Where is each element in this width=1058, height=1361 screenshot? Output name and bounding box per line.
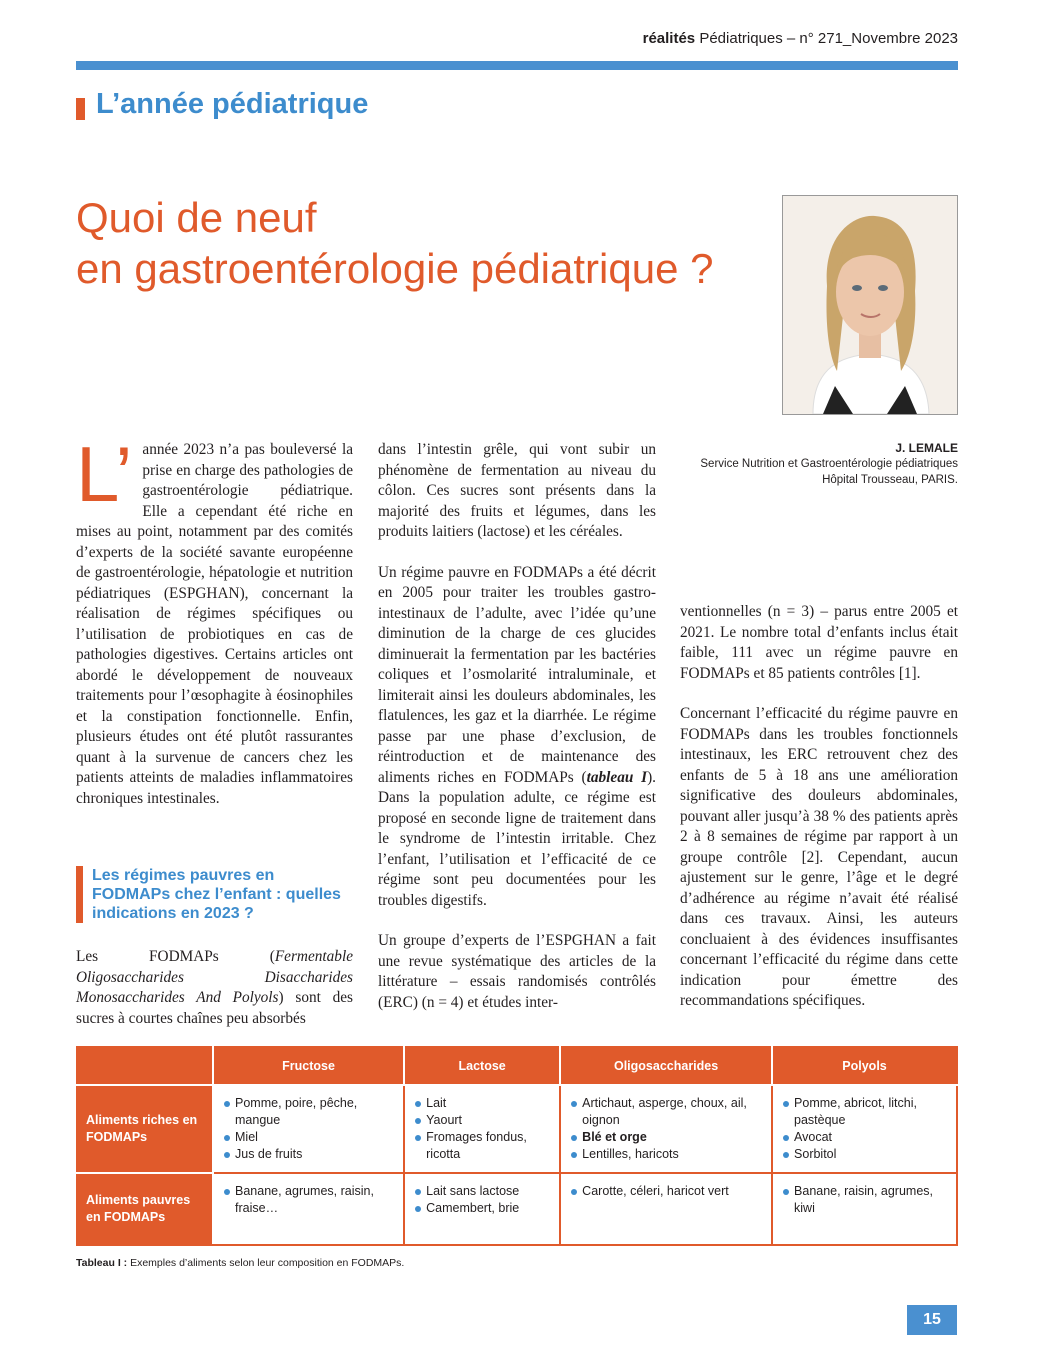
list-item: Artichaut, asperge, choux, ail, oignon bbox=[571, 1095, 763, 1129]
drop-cap: L’ bbox=[76, 430, 133, 518]
article-column-3 bbox=[680, 602, 958, 1012]
table-cell bbox=[772, 1085, 957, 1173]
list-item: Lentilles, haricots bbox=[571, 1146, 763, 1163]
fodmap-definition-start bbox=[76, 947, 353, 1029]
subheading-marker bbox=[76, 866, 83, 923]
table-cell bbox=[404, 1085, 560, 1173]
table-cell bbox=[772, 1173, 957, 1245]
article-title bbox=[76, 192, 776, 294]
table-header-polyols: Polyols bbox=[772, 1047, 957, 1085]
table-header-fructose: Fructose bbox=[213, 1047, 404, 1085]
fodmap-acronym-expansion: Fermentable Oligosaccharides Disaccharides Monosaccharides And Polyols bbox=[76, 948, 353, 1006]
journal-issue: Pédiatriques – n° 271_Novembre 2023 bbox=[699, 30, 958, 47]
list-item: Pomme, poire, pêche, mangue bbox=[224, 1095, 395, 1129]
section-marker bbox=[76, 98, 85, 120]
page-number: 15 bbox=[907, 1305, 957, 1335]
author-block bbox=[660, 440, 958, 488]
author-affiliation-service: Service Nutrition et Gastroentérologie pédiatriques bbox=[700, 458, 958, 470]
table-row bbox=[77, 1085, 957, 1173]
table-row bbox=[77, 1173, 957, 1245]
list-item: Banane, agrumes, raisin, fraise… bbox=[224, 1183, 395, 1217]
author-name: J. LEMALE bbox=[895, 441, 958, 455]
article-title-line-1: Quoi de neuf bbox=[76, 194, 317, 241]
author-portrait-image bbox=[783, 196, 957, 414]
paragraph-efficacy: Concernant l’efficacité du régime pauvre en FODMAPs dans les troubles fonctionnels intestinaux, les ERC retrouvent chez des enfants de 5 à 18 ans une amélioration significative des douleurs abdominales, pouvant aller jusqu’à 38 % des patients après 2 à 8 semaines de régime par rapport à un groupe contrôle [2]. Cependant, aucun ajustement sur le genre, l’âge et le degré d’adhérence au régime n’avait été réalisé dans ces travaux. Ainsi, les auteurs concluaient à des évidences insuffisantes concernant l’efficacité du régime dans cette indication pour émettre des recommandations spécifiques. bbox=[680, 705, 958, 1009]
table-cell bbox=[213, 1173, 404, 1245]
list-item: Yaourt bbox=[415, 1112, 551, 1129]
table-header-oligosaccharides: Oligosaccharides bbox=[560, 1047, 772, 1085]
list-item: Miel bbox=[224, 1129, 395, 1146]
author-affiliation-hospital: Hôpital Trousseau, PARIS. bbox=[822, 474, 958, 486]
article-column-1 bbox=[76, 430, 353, 809]
intro-text: année 2023 n’a pas bouleversé la prise en charge des pathologies de gastroentérologie pédiatrique. Elle a cependant été riche en mises au point, notamment par des comités d’experts de la société savante européenne de gastroentérologie, hépatologie et nutrition pédiatriques (ESPGHAN), concernant la réalisation de régimes spécifiques ou l’utilisation de probiotiques en cas de pathologies digestives. Certains articles ont abordé le développement de nouveaux traitements pour l’œsophagite à éosinophiles et la constipation fonctionnelle. Enfin, plusieurs études ont été plutôt rassurantes quant à la survenue de cancers chez les patients atteints de maladies inflammatoires chroniques intestinales. bbox=[76, 441, 353, 807]
row-label-rich: Aliments riches en FODMAPs bbox=[77, 1085, 213, 1173]
fodmap-intro-b-part1: ) sont des sucres à courtes chaînes peu absorbés bbox=[76, 989, 354, 1027]
list-item: Camembert, brie bbox=[415, 1200, 551, 1217]
paragraph-espghan-start: Un groupe d’experts de l’ESPGHAN a fait une revue systématique des articles de la littérature – essais randomisés contrôlés (ERC) (n = 4) et études inter- bbox=[378, 932, 656, 1011]
table-caption-text: Exemples d’aliments selon leur composition en FODMAPs. bbox=[127, 1257, 405, 1269]
intro-paragraph bbox=[76, 430, 353, 809]
article-title-line-2: en gastroentérologie pédiatrique ? bbox=[76, 245, 714, 292]
section-title: L’année pédiatrique bbox=[96, 88, 369, 120]
list-item: Pomme, abricot, litchi, pastèque bbox=[783, 1095, 948, 1129]
list-item: Blé et orge bbox=[571, 1129, 763, 1146]
table-caption bbox=[76, 1257, 776, 1269]
paragraph-espghan-end: ventionnelles (n = 3) – parus entre 2005 et 2021. Le nombre total d’enfants inclus était faible, 111 avec un régime pauvre en FODMAPs et 85 patients contrôles [1]. bbox=[680, 603, 958, 682]
subheading-text: Les régimes pauvres en FODMAPs chez l’enfant : quelles indications en 2023 ? bbox=[92, 867, 341, 922]
article-column-2 bbox=[378, 440, 656, 1013]
table-cell bbox=[404, 1173, 560, 1245]
header-rule bbox=[76, 61, 958, 70]
list-item: Jus de fruits bbox=[224, 1146, 395, 1163]
journal-brand: réalités bbox=[642, 30, 696, 47]
list-item: Lait bbox=[415, 1095, 551, 1112]
list-item: Fromages fondus, ricotta bbox=[415, 1129, 551, 1163]
table-reference[interactable]: tableau I bbox=[586, 768, 648, 786]
row-label-poor: Aliments pauvres en FODMAPs bbox=[77, 1173, 213, 1245]
table-cell bbox=[560, 1085, 772, 1173]
fodmap-intro-continued: dans l’intestin grêle, qui vont subir un phénomène de fermentation au niveau du côlon. Ces sucres sont présents dans la majorité des fruits et légumes, dans les produits laitiers (lactose) et les céréales. bbox=[378, 441, 656, 540]
list-item: Banane, raisin, agrumes, kiwi bbox=[783, 1183, 948, 1217]
list-item: Lait sans lactose bbox=[415, 1183, 551, 1200]
paragraph-regime-a: Un régime pauvre en FODMAPs a été décrit en 2005 pour traiter les troubles gastro-intestinaux de l’adulte, avec l’idée qu’une diminution de la charge de ces glucides diminuerait la fermentation par les bactéries coliques et l’osmolarité intraluminale, et limiterait ainsi les douleurs abdominales, les flatulences, les gaz et la diarrhée. Le régime passe par une phase d’exclusion, de réintroduction et de maintenance des aliments riches en FODMAPs ( bbox=[378, 563, 656, 786]
table-cell bbox=[213, 1085, 404, 1173]
table-corner-cell bbox=[77, 1047, 213, 1085]
table-caption-label: Tableau I : bbox=[76, 1257, 128, 1269]
journal-header bbox=[618, 30, 958, 47]
table-header-lactose: Lactose bbox=[404, 1047, 560, 1085]
table-header-row bbox=[77, 1047, 957, 1085]
list-item: Avocat bbox=[783, 1129, 948, 1146]
paragraph-regime bbox=[378, 563, 656, 912]
list-item: Sorbitol bbox=[783, 1146, 948, 1163]
fodmap-intro-a: Les FODMAPs ( bbox=[76, 948, 275, 965]
list-item: Carotte, céleri, haricot vert bbox=[571, 1183, 763, 1200]
fodmap-table bbox=[76, 1046, 958, 1246]
author-photo bbox=[782, 195, 958, 415]
paragraph-regime-b: ). Dans la population adulte, ce régime est proposé en seconde ligne de traitement dans le syndrome de l’intestin irritable. Chez l’enfant, l’utilisation et l’efficacité de ce régime sont peu documentées pour les troubles digestifs. bbox=[378, 768, 656, 909]
table-cell bbox=[560, 1173, 772, 1245]
